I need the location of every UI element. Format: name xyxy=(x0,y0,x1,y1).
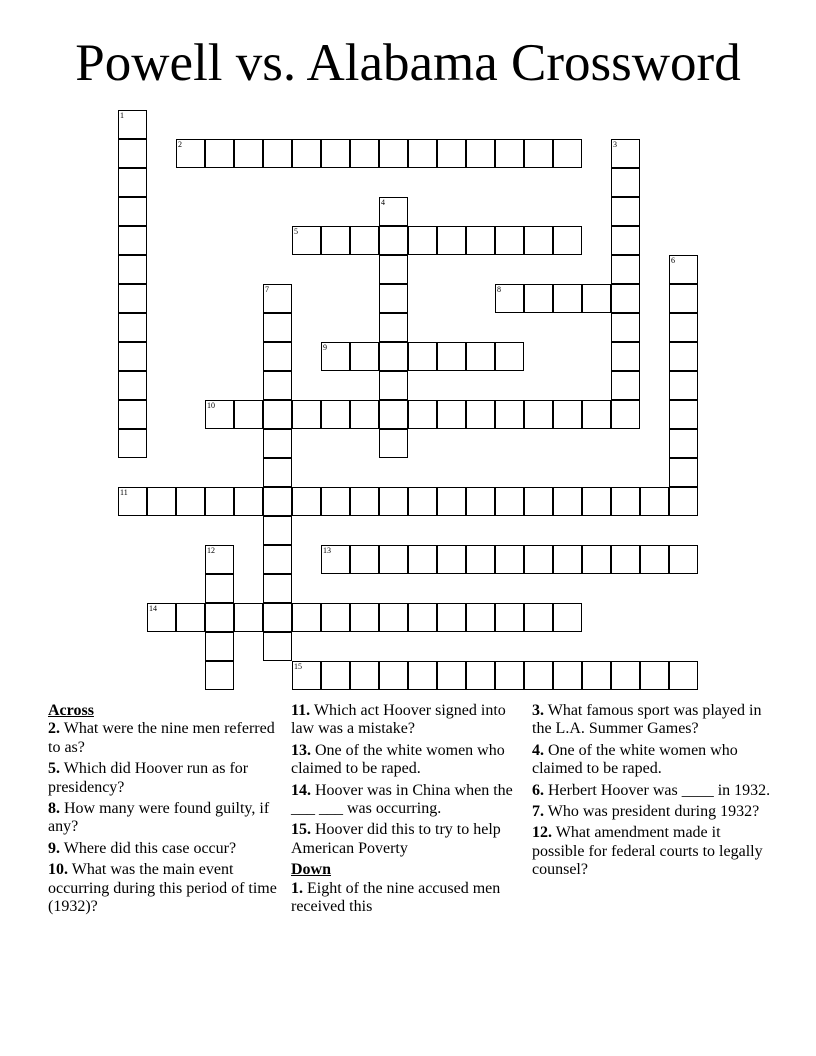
grid-cell[interactable] xyxy=(205,574,234,603)
grid-cell[interactable] xyxy=(350,342,379,371)
grid-cell[interactable] xyxy=(611,139,640,168)
clue-item xyxy=(48,861,280,916)
grid-cell[interactable] xyxy=(292,226,321,255)
grid-cell[interactable] xyxy=(495,400,524,429)
clue-number: 13. xyxy=(291,741,311,759)
grid-cell[interactable] xyxy=(408,226,437,255)
grid-cell[interactable] xyxy=(669,545,698,574)
clue-text: Herbert Hoover was ____ in 1932. xyxy=(544,781,771,799)
grid-cell[interactable] xyxy=(611,226,640,255)
grid-cell[interactable] xyxy=(379,487,408,516)
cell-number: 1 xyxy=(120,111,124,120)
clue-item xyxy=(291,702,519,739)
grid-cell[interactable] xyxy=(118,197,147,226)
grid-cell[interactable] xyxy=(408,400,437,429)
clue-number: 5. xyxy=(48,760,60,778)
grid-cell[interactable] xyxy=(379,400,408,429)
clue-number: 2. xyxy=(48,720,60,738)
cell-number: 11 xyxy=(120,488,128,497)
grid-cell[interactable] xyxy=(437,400,466,429)
grid-cell[interactable] xyxy=(350,139,379,168)
grid-cell[interactable] xyxy=(582,545,611,574)
grid-cell[interactable] xyxy=(408,603,437,632)
grid-cell[interactable] xyxy=(379,255,408,284)
grid-cell[interactable] xyxy=(553,226,582,255)
grid-cell[interactable] xyxy=(611,313,640,342)
grid-cell[interactable] xyxy=(495,661,524,690)
grid-cell[interactable] xyxy=(437,545,466,574)
grid-cell[interactable] xyxy=(379,342,408,371)
grid-cell[interactable] xyxy=(408,545,437,574)
grid-cell[interactable] xyxy=(321,226,350,255)
clue-number: 15. xyxy=(291,821,311,839)
grid-cell[interactable] xyxy=(176,603,205,632)
grid-cell[interactable] xyxy=(176,139,205,168)
grid-cell[interactable] xyxy=(263,516,292,545)
cell-number: 4 xyxy=(381,198,385,207)
grid-cell[interactable] xyxy=(466,226,495,255)
grid-cell[interactable] xyxy=(669,313,698,342)
grid-cell[interactable] xyxy=(437,603,466,632)
grid-cell[interactable] xyxy=(379,197,408,226)
grid-cell[interactable] xyxy=(263,632,292,661)
grid-cell[interactable] xyxy=(408,139,437,168)
grid-cell[interactable] xyxy=(640,487,669,516)
grid-cell[interactable] xyxy=(118,371,147,400)
across-heading: Across xyxy=(48,702,94,719)
clue-number: 9. xyxy=(48,839,60,857)
cell-number: 9 xyxy=(323,343,327,352)
grid-cell[interactable] xyxy=(118,487,147,516)
grid-cell[interactable] xyxy=(379,661,408,690)
grid-cell[interactable] xyxy=(669,342,698,371)
grid-cell[interactable] xyxy=(669,255,698,284)
grid-cell[interactable] xyxy=(437,139,466,168)
clue-item xyxy=(532,742,772,779)
clue-number: 10. xyxy=(48,861,68,879)
grid-cell[interactable] xyxy=(263,284,292,313)
grid-cell[interactable] xyxy=(437,342,466,371)
grid-cell[interactable] xyxy=(437,226,466,255)
clue-number: 11. xyxy=(291,702,311,719)
grid-cell[interactable] xyxy=(553,661,582,690)
grid-cell[interactable] xyxy=(263,371,292,400)
clue-text: One of the white women who claimed to be raped. xyxy=(291,741,505,778)
grid-cell[interactable] xyxy=(437,487,466,516)
clue-text: What were the nine men referred to as? xyxy=(48,720,275,756)
clue-item xyxy=(48,800,280,837)
grid-cell[interactable] xyxy=(553,139,582,168)
grid-cell[interactable] xyxy=(292,661,321,690)
grid-cell[interactable] xyxy=(118,168,147,197)
clue-text: Who was president during 1932? xyxy=(544,803,760,821)
grid-cell[interactable] xyxy=(350,400,379,429)
grid-cell[interactable] xyxy=(495,226,524,255)
grid-cell[interactable] xyxy=(350,545,379,574)
grid-cell[interactable] xyxy=(263,429,292,458)
grid-cell[interactable] xyxy=(611,284,640,313)
grid-cell[interactable] xyxy=(466,400,495,429)
grid-cell[interactable] xyxy=(205,139,234,168)
grid-cell[interactable] xyxy=(495,487,524,516)
clue-text: What amendment made it possible for federal courts to legally counsel? xyxy=(532,824,763,879)
grid-cell[interactable] xyxy=(263,487,292,516)
grid-cell[interactable] xyxy=(118,255,147,284)
grid-cell[interactable] xyxy=(321,400,350,429)
grid-cell[interactable] xyxy=(379,603,408,632)
clue-number: 12. xyxy=(532,824,552,842)
grid-cell[interactable] xyxy=(321,661,350,690)
grid-cell[interactable] xyxy=(205,487,234,516)
grid-cell[interactable] xyxy=(234,603,263,632)
grid-cell[interactable] xyxy=(524,226,553,255)
grid-cell[interactable] xyxy=(553,603,582,632)
grid-cell[interactable] xyxy=(379,545,408,574)
clue-item xyxy=(532,702,772,739)
grid-cell[interactable] xyxy=(669,400,698,429)
grid-cell[interactable] xyxy=(524,487,553,516)
cell-number: 10 xyxy=(207,401,215,410)
grid-cell[interactable] xyxy=(205,545,234,574)
grid-cell[interactable] xyxy=(466,139,495,168)
grid-cell[interactable] xyxy=(263,139,292,168)
clue-number: 7. xyxy=(532,803,544,821)
grid-cell[interactable] xyxy=(611,545,640,574)
clue-text: Where did this case occur? xyxy=(60,839,237,857)
grid-cell[interactable] xyxy=(321,603,350,632)
grid-cell[interactable] xyxy=(263,574,292,603)
grid-cell[interactable] xyxy=(611,661,640,690)
grid-cell[interactable] xyxy=(437,661,466,690)
clue-item xyxy=(532,803,772,821)
grid-cell[interactable] xyxy=(495,342,524,371)
grid-cell[interactable] xyxy=(524,661,553,690)
grid-cell[interactable] xyxy=(466,661,495,690)
clue-number: 3. xyxy=(532,702,544,719)
grid-cell[interactable] xyxy=(350,603,379,632)
clue-number: 6. xyxy=(532,781,544,799)
grid-cell[interactable] xyxy=(292,139,321,168)
grid-cell[interactable] xyxy=(669,284,698,313)
grid-cell[interactable] xyxy=(669,458,698,487)
grid-cell[interactable] xyxy=(379,284,408,313)
grid-cell[interactable] xyxy=(118,284,147,313)
grid-cell[interactable] xyxy=(205,400,234,429)
grid-cell[interactable] xyxy=(292,400,321,429)
grid-cell[interactable] xyxy=(118,429,147,458)
cell-number: 5 xyxy=(294,227,298,236)
grid-cell[interactable] xyxy=(611,197,640,226)
clue-text: One of the white women who claimed to be raped. xyxy=(532,741,738,778)
clue-text: Which act Hoover signed into law was a mistake? xyxy=(291,702,506,738)
grid-cell[interactable] xyxy=(669,429,698,458)
grid-cell[interactable] xyxy=(379,429,408,458)
grid-cell[interactable] xyxy=(205,603,234,632)
grid-cell[interactable] xyxy=(466,603,495,632)
grid-cell[interactable] xyxy=(118,110,147,139)
grid-cell[interactable] xyxy=(118,226,147,255)
grid-cell[interactable] xyxy=(234,487,263,516)
grid-cell[interactable] xyxy=(147,603,176,632)
grid-cell[interactable] xyxy=(611,255,640,284)
grid-cell[interactable] xyxy=(263,603,292,632)
grid-cell[interactable] xyxy=(292,487,321,516)
grid-cell[interactable] xyxy=(669,661,698,690)
grid-cell[interactable] xyxy=(669,487,698,516)
clues-column-2 xyxy=(291,702,519,919)
clue-number: 14. xyxy=(291,781,311,799)
grid-cell[interactable] xyxy=(495,545,524,574)
grid-cell[interactable] xyxy=(350,487,379,516)
grid-cell[interactable] xyxy=(350,226,379,255)
grid-cell[interactable] xyxy=(263,458,292,487)
clue-item xyxy=(48,760,280,797)
grid-cell[interactable] xyxy=(582,661,611,690)
grid-cell[interactable] xyxy=(524,284,553,313)
grid-cell[interactable] xyxy=(321,487,350,516)
cell-number: 8 xyxy=(497,285,501,294)
grid-cell[interactable] xyxy=(466,342,495,371)
clue-item xyxy=(532,782,772,800)
clue-item xyxy=(48,720,280,757)
cell-number: 15 xyxy=(294,662,302,671)
grid-cell[interactable] xyxy=(524,603,553,632)
grid-cell[interactable] xyxy=(379,226,408,255)
grid-cell[interactable] xyxy=(118,342,147,371)
grid-cell[interactable] xyxy=(118,139,147,168)
grid-cell[interactable] xyxy=(611,400,640,429)
clues-column-3 xyxy=(532,702,772,883)
grid-cell[interactable] xyxy=(234,400,263,429)
grid-cell[interactable] xyxy=(263,545,292,574)
cell-number: 7 xyxy=(265,285,269,294)
grid-cell[interactable] xyxy=(611,168,640,197)
grid-cell[interactable] xyxy=(379,371,408,400)
grid-cell[interactable] xyxy=(611,342,640,371)
clue-text: Eight of the nine accused men received this xyxy=(291,879,501,916)
grid-cell[interactable] xyxy=(321,139,350,168)
clue-item xyxy=(48,840,280,858)
grid-cell[interactable] xyxy=(263,400,292,429)
clue-text: How many were found guilty, if any? xyxy=(48,800,270,836)
grid-cell[interactable] xyxy=(611,487,640,516)
clue-text: Which did Hoover run as for presidency? xyxy=(48,760,249,796)
grid-cell[interactable] xyxy=(292,603,321,632)
grid-cell[interactable] xyxy=(379,313,408,342)
grid-cell[interactable] xyxy=(466,545,495,574)
grid-cell[interactable] xyxy=(321,545,350,574)
grid-cell[interactable] xyxy=(553,487,582,516)
grid-cell[interactable] xyxy=(408,487,437,516)
grid-cell[interactable] xyxy=(263,342,292,371)
cell-number: 14 xyxy=(149,604,157,613)
grid-cell[interactable] xyxy=(263,313,292,342)
cell-number: 2 xyxy=(178,140,182,149)
cell-number: 3 xyxy=(613,140,617,149)
clue-number: 1. xyxy=(291,879,303,897)
grid-cell[interactable] xyxy=(524,545,553,574)
grid-cell[interactable] xyxy=(553,284,582,313)
grid-cell[interactable] xyxy=(379,139,408,168)
clue-item xyxy=(291,821,519,858)
clue-text: What was the main event occurring during this period of time (1932)? xyxy=(48,861,277,916)
grid-cell[interactable] xyxy=(350,661,379,690)
clue-text: Hoover did this to try to help American Poverty xyxy=(291,821,501,857)
grid-cell[interactable] xyxy=(582,284,611,313)
grid-cell[interactable] xyxy=(118,400,147,429)
down-heading: Down xyxy=(291,861,332,879)
grid-cell[interactable] xyxy=(234,139,263,168)
clues-column-1 xyxy=(48,702,280,919)
grid-cell[interactable] xyxy=(553,545,582,574)
grid-cell[interactable] xyxy=(553,400,582,429)
grid-cell[interactable] xyxy=(524,400,553,429)
grid-cell[interactable] xyxy=(321,342,350,371)
grid-cell[interactable] xyxy=(495,284,524,313)
grid-cell[interactable] xyxy=(205,632,234,661)
grid-cell[interactable] xyxy=(524,139,553,168)
grid-cell[interactable] xyxy=(205,661,234,690)
cell-number: 13 xyxy=(323,546,331,555)
grid-cell[interactable] xyxy=(495,139,524,168)
grid-cell[interactable] xyxy=(611,371,640,400)
clue-number: 4. xyxy=(532,741,544,759)
grid-cell[interactable] xyxy=(466,487,495,516)
cell-number: 6 xyxy=(671,256,675,265)
grid-cell[interactable] xyxy=(118,313,147,342)
grid-cell[interactable] xyxy=(582,487,611,516)
grid-cell[interactable] xyxy=(495,603,524,632)
clue-item xyxy=(532,824,772,879)
grid-cell[interactable] xyxy=(582,400,611,429)
grid-cell[interactable] xyxy=(408,342,437,371)
page-title: Powell vs. Alabama Crossword xyxy=(75,34,741,92)
clue-item xyxy=(291,782,519,819)
grid-cell[interactable] xyxy=(408,661,437,690)
grid-cell[interactable] xyxy=(640,545,669,574)
grid-cell[interactable] xyxy=(669,371,698,400)
clue-text: What famous sport was played in the L.A. Summer Games? xyxy=(532,702,762,738)
clue-item xyxy=(291,880,519,917)
clue-item xyxy=(291,742,519,779)
grid-cell[interactable] xyxy=(176,487,205,516)
grid-cell[interactable] xyxy=(147,487,176,516)
clue-text: Hoover was in China when the ___ ___ was occurring. xyxy=(291,781,513,818)
clue-number: 8. xyxy=(48,800,60,818)
grid-cell[interactable] xyxy=(640,661,669,690)
cell-number: 12 xyxy=(207,546,215,555)
